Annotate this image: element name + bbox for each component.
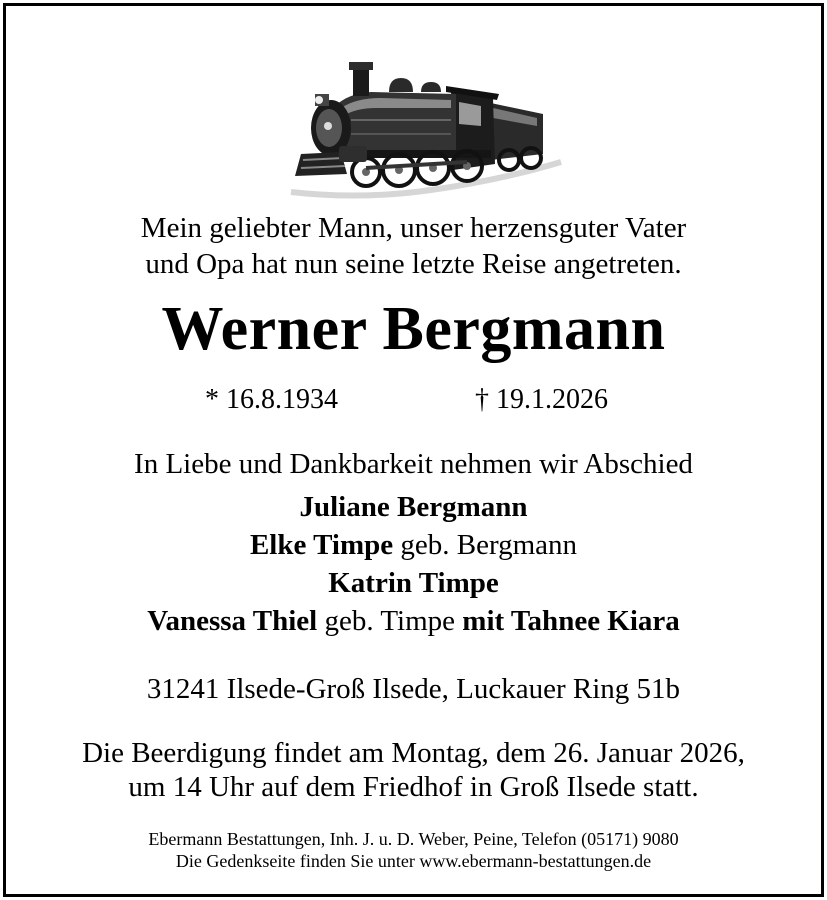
mourner-suffix: geb. Bergmann <box>393 529 578 561</box>
mourner-suffix: geb. Timpe <box>317 605 463 637</box>
mourner-line <box>6 564 821 602</box>
funeral-line-2: um 14 Uhr auf dem Friedhof in Groß Ilsede statt. <box>128 771 699 803</box>
death-date: † 19.1.2026 <box>475 384 608 415</box>
mourner-line <box>6 526 821 564</box>
farewell-line: In Liebe und Dankbarkeit nehmen wir Abschied <box>134 448 693 480</box>
footer-line-1: Ebermann Bestattungen, Inh. J. u. D. Weber, Peine, Telefon (05171) 9080 <box>148 829 679 849</box>
obituary-notice <box>3 3 824 897</box>
intro-text <box>6 210 821 282</box>
mourners-list <box>6 488 821 640</box>
funeral-line-1: Die Beerdigung findet am Montag, dem 26. Januar 2026, <box>82 737 745 769</box>
mourner-name: Elke Timpe <box>249 529 394 561</box>
footer-line-2: Die Gedenkseite finden Sie unter www.ebermann-bestattungen.de <box>175 851 652 871</box>
funeral-info <box>6 736 821 804</box>
mourner-line <box>6 602 821 640</box>
mourner-name: Vanessa Thiel <box>147 605 318 637</box>
mourner-line <box>6 488 821 526</box>
deceased-name: Werner Bergmann <box>161 295 666 363</box>
intro-line-2: und Opa hat nun seine letzte Reise angetreten. <box>145 248 682 280</box>
mourner-name: Juliane Bergmann <box>299 491 528 523</box>
birth-date: * 16.8.1934 <box>205 384 338 415</box>
mourner-name: Katrin Timpe <box>328 567 499 599</box>
intro-line-1: Mein geliebter Mann, unser herzensguter Vater <box>140 212 687 244</box>
mourner-address: 31241 Ilsede-Groß Ilsede, Luckauer Ring 51b <box>146 673 681 705</box>
steam-locomotive-icon <box>281 42 566 202</box>
mourner-extra: mit Tahnee Kiara <box>462 605 680 637</box>
funeral-home-footer <box>6 828 821 872</box>
life-dates <box>6 384 821 418</box>
